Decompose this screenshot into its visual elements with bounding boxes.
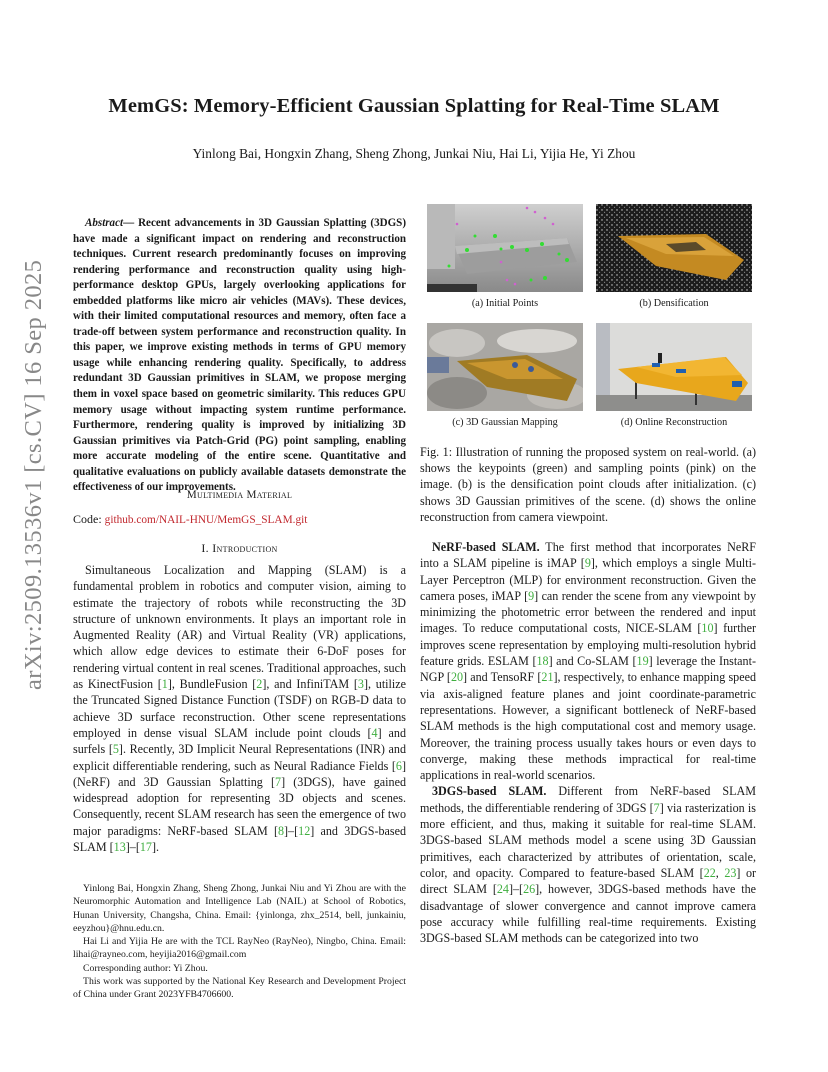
citation-link[interactable]: 24 <box>496 882 509 897</box>
citation-link[interactable]: 12 <box>298 823 311 838</box>
citation-link[interactable]: 20 <box>450 670 464 685</box>
introduction-paragraph: Simultaneous Localization and Mapping (SLAM) is a fundamental problem in robotics and computer vision, aiming to estimate the trajectory of robots while reconstructing the 3D structure of unknown environments. It plays an important role in Augmented Reality (AR) and Virtual Reality (VR) applications, which allow edge devices to estimate their 6-DoF poses for rendering virtual content in real scenes. Traditional approaches, such as KinectFusion [1], BundleFusion [2], and InfiniTAM [3], utilize the Truncated Signed Distance Function (TSDF) on RGB-D data to achieve 3D surface reconstruction. Other scene representations employed in dense visual SLAM include point clouds [4] and surfels [5]. Recently, 3D Implicit Neural Representations (INR) and explicit differentiable rendering, such as Neural Radiance Fields [6] (NeRF) and 3D Gaussian Splatting [7] (3DGS), have gained widespread adoption for representing 3D objects and scenes. Consequently, recent SLAM research has seen the emergence of two major paradigms: NeRF-based SLAM [8]–[12] and 3DGS-based SLAM [13]–[17]. <box>73 563 407 855</box>
citation-link[interactable]: 4 <box>371 725 378 740</box>
citation-link[interactable]: 17 <box>139 840 152 855</box>
citation-link[interactable]: 9 <box>584 556 591 571</box>
subcaption-c: (c) 3D Gaussian Mapping <box>452 417 558 428</box>
arxiv-stamp: arXiv:2509.13536v1 [cs.CV] 16 Sep 2025 <box>20 259 47 690</box>
footnote: Hai Li and Yijia He are with the TCL RayNeo (RayNeo), Ningbo, China. Email: lihai@rayneo.com, heyijia2016@gmail.com <box>73 936 406 961</box>
citation-link[interactable]: 26 <box>523 882 536 897</box>
citation-link[interactable]: 19 <box>636 654 649 669</box>
boat-keypoints-image <box>427 204 583 292</box>
citation-link[interactable]: 21 <box>541 670 554 685</box>
paper-title: MemGS: Memory-Efficient Gaussian Splatting for Real-Time SLAM <box>108 95 720 117</box>
nerf-slam-heading: NeRF-based SLAM. <box>432 540 540 554</box>
abstract-label: Abstract <box>85 217 124 229</box>
figure-panel-gaussian-mapping <box>427 323 583 411</box>
citation-link[interactable]: 1 <box>161 677 168 692</box>
code-line <box>73 512 307 527</box>
abstract: Abstract— Recent advancements in 3D Gaussian Splatting (3DGS) have made a significant impact on rendering and reconstruction techniques. Current research predominantly focuses on improving rendering performance and reconstruction quality using high-performance desktop GPUs, largely overlooking applications for embedded platforms like micro air vehicles (MAVs). These devices, with their limited computational resources and memory, often face a trade-off between system performance and reconstruction quality. In this paper, we improve existing methods in terms of GPU memory usage while enhancing rendering quality. Specifically, to address redundant 3D Gaussian primitives in SLAM, we propose merging them in voxel space based on geometric similarity. This reduces GPU memory usage without impacting system runtime performance. Furthermore, rendering quality is improved by initializing 3D Gaussian primitives via Patch-Grid (PG) point sampling, enabling more accurate modeling of the entire scene. Quantitative and qualitative evaluations on publicly available datasets demonstrate the effectiveness of our improvements. <box>73 217 406 494</box>
abstract-text: Recent advancements in 3D Gaussian Splatting (3DGS) have made a significant impact on rendering and reconstruction techniques. Current research predominantly focuses on improving rendering performance and reconstruction quality using high-performance desktop GPUs, largely overlooking applications for embedded platforms like micro air vehicles (MAVs). These devices, with their limited computational resources and memory, often face a trade-off between system performance and reconstruction quality. In this paper, we improve existing methods in terms of GPU memory usage while enhancing rendering quality. Specifically, to address redundant 3D Gaussian primitives in SLAM, we propose merging them in voxel space based on geometric similarity. This reduces GPU memory usage without impacting system runtime performance. Furthermore, rendering quality is improved by initializing 3D Gaussian primitives via Patch-Grid (PG) point sampling, enabling more accurate modeling of the entire scene. Quantitative and qualitative evaluations on publicly available datasets demonstrate the effectiveness of our improvements. <box>73 217 406 494</box>
code-link[interactable]: github.com/NAIL-HNU/MemGS_SLAM.git <box>104 514 308 526</box>
affiliation-footnotes <box>73 882 406 1002</box>
author-list: Yinlong Bai, Hongxin Zhang, Sheng Zhong, Junkai Niu, Hai Li, Yijia He, Yi Zhou <box>192 146 636 161</box>
subcaption-b: (b) Densification <box>639 298 709 309</box>
citation-link[interactable]: 6 <box>395 758 402 773</box>
nerf-slam-paragraph: NeRF-based SLAM. The first method that incorporates NeRF into a SLAM pipeline is iMAP [9], which employs a single Multi-Layer Perceptron (MLP) for environment reconstruction. Given the camera poses, iMAP [9] can render the scene from any viewpoint by minimizing the photometric error between the rendered and input images. To reduce computational costs, NICE-SLAM [10] further improves scene representation by employing multi-resolution hybrid feature grids. ESLAM [18] and Co-SLAM [19] leverage the Instant-NGP [20] and TensoRF [21], respectively, to enhance mapping speed via axis-aligned feature planes and joint coordinate-parametric representations. However, a significant bottleneck of NeRF-based SLAM methods is the high computational cost and memory usage. Moreover, the training process usually takes hours or even days to converge, making these methods impractical for real-time applications in real-world scenarios. <box>420 540 756 783</box>
reconstructed-boat-image <box>596 323 752 411</box>
figure-panel-initial-points <box>427 204 583 292</box>
introduction-heading: I. Introduction <box>201 541 278 555</box>
citation-link[interactable]: 7 <box>275 774 282 789</box>
footnote: This work was supported by the National Key Research and Development Project of China under Grant 2023YFB4706600. <box>73 976 406 1001</box>
code-label: Code: <box>73 512 105 526</box>
gaussian-primitives-image <box>427 323 583 411</box>
citation-link[interactable]: 13 <box>113 840 126 855</box>
subcaption-d: (d) Online Reconstruction <box>620 417 728 428</box>
figure-panel-densification <box>596 204 752 292</box>
footnote: Corresponding author: Yi Zhou. <box>83 962 208 974</box>
subcaption-a: (a) Initial Points <box>471 298 539 309</box>
densified-point-cloud-image <box>596 204 752 292</box>
citation-link[interactable]: 18 <box>536 654 549 669</box>
citation-link[interactable]: 22 <box>703 865 716 880</box>
citation-link[interactable]: 2 <box>256 677 263 692</box>
gs-slam-heading: 3DGS-based SLAM. <box>432 784 547 799</box>
related-work-text <box>420 539 756 946</box>
citation-link[interactable]: 7 <box>653 800 660 815</box>
citation-link[interactable]: 5 <box>112 742 119 757</box>
gs-slam-paragraph: 3DGS-based SLAM. Different from NeRF-based SLAM methods, the differentiable rendering of 3DGS [7] via rasterization is more efficient, and thus, making it suitable for real-time SLAM. 3DGS-based SLAM methods model a scene using 3D Gaussian primitives, each characterized by attributes of orientation, scale, color, and opacity. Compared to feature-based SLAM [22, 23] or direct SLAM [24]–[26], however, 3DGS-based methods have the disadvantage of slower convergence and cannot improve camera pose accuracy while fulfilling real-time requirements. Existing 3DGS-based SLAM methods can be categorized into two <box>420 784 757 946</box>
multimedia-heading: Multimedia Material <box>186 489 293 501</box>
citation-link[interactable]: 3 <box>357 677 364 692</box>
citation-link[interactable]: 8 <box>277 823 285 838</box>
footnote: Yinlong Bai, Hongxin Zhang, Sheng Zhong, Junkai Niu and Yi Zhou are with the Neuromorphic Automation and Intelligence Lab (NAIL) at School of Robotics, Hunan University, Changsha, China. Email: {yinlonga, zhx_2514, bell, junkainiu, eeyzhou}@hnu.edu.cn. <box>73 883 406 934</box>
citation-link[interactable]: 23 <box>724 865 737 880</box>
figure-caption: Fig. 1: Illustration of running the proposed system on real-world. (a) shows the keypoints (green) and sampling points (pink) on the image. (b) is the densification point clouds after initialization. (c) shows 3D Gaussian primitives of the scene. (d) shows the online reconstruction from camera viewpoint. <box>420 445 756 524</box>
figure-panel-online-reconstruction <box>596 323 752 411</box>
citation-link[interactable]: 10 <box>701 621 714 636</box>
citation-link[interactable]: 9 <box>528 588 535 603</box>
